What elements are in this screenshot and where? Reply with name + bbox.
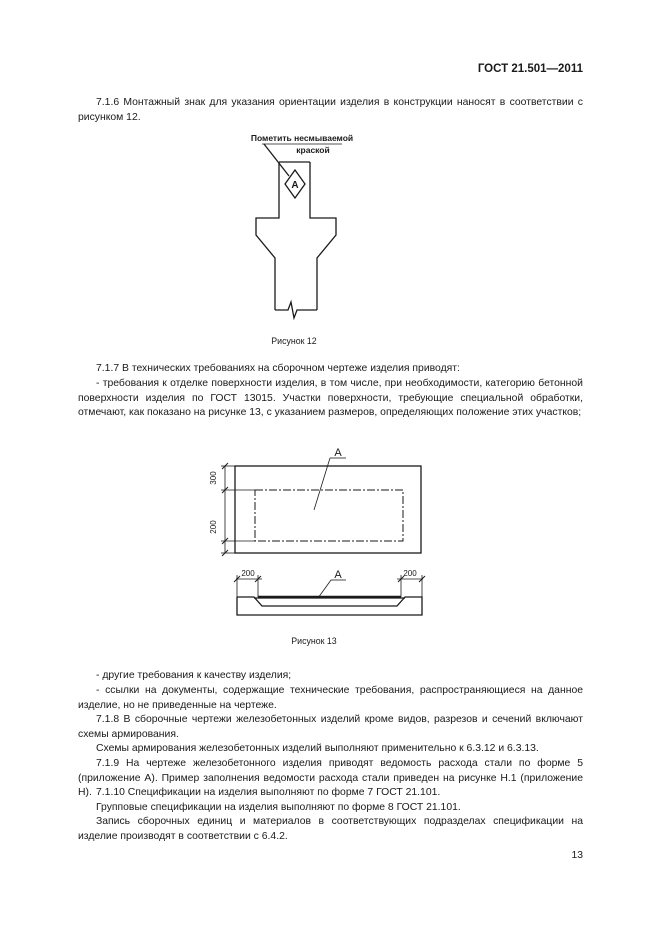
mounting-mark-letter: А <box>291 180 299 191</box>
paragraph-7-1-8: 7.1.8 В сборочные чертежи железобетонных изделий кроме видов, разрезов и сечений включают схемы армирования. <box>78 714 583 740</box>
plan-outline <box>235 466 421 553</box>
callout-text-line2: краской <box>296 145 330 155</box>
dim-label-top: 300 <box>209 471 218 485</box>
section-outline <box>237 597 422 615</box>
section-leader-line <box>318 580 331 598</box>
callout-text-line1: Пометить несмываемой <box>250 133 354 143</box>
special-area-outline <box>255 490 403 541</box>
section-mark-letter: А <box>334 569 342 581</box>
paragraph-7-1-8-reinforcement: Схемы армирования железобетонных изделий выполняют применительно к 6.3.12 и 6.3.13. <box>96 743 539 754</box>
paragraph-7-1-10: 7.1.10 Спецификации на изделия выполняют по форме 7 ГОСТ 21.101. <box>96 787 441 798</box>
section-dim-label-right: 200 <box>403 569 417 578</box>
figure-12-caption: Рисунок 12 <box>271 336 317 346</box>
page-number: 13 <box>571 850 583 861</box>
list-item-document-references: - ссылки на документы, содержащие технические требования, распространяющиеся на данное изделие, но не приведенные на чертеже. <box>78 685 583 711</box>
list-item-surface-requirements: - требования к отделке поверхности изделия, в том числе, при необходимости, категорию бетонной поверхности изделия по ГОСТ 13015. Участки поверхности, требующие специальной обработки, отмечают, как показано на рисунке 13, с указанием размеров, определяющих положение этих участков; <box>78 378 583 419</box>
dim-label-bottom: 200 <box>209 520 218 534</box>
document-code: ГОСТ 21.501—2011 <box>477 63 583 75</box>
paragraph-7-1-10-records: Запись сборочных единиц и материалов в соответствующих подразделах спецификации на изделие производят в соответствии с 6.4.2. <box>78 816 583 842</box>
plan-mark-letter: А <box>334 447 342 459</box>
paragraph-7-1-10-group: Групповые спецификации на изделия выполняют по форме 8 ГОСТ 21.101. <box>96 802 461 813</box>
figure-13-caption: Рисунок 13 <box>291 636 337 646</box>
paragraph-7-1-9: 7.1.9 На чертеже железобетонного изделия приводят ведомость расхода стали по форме 5 (приложение А). Пример заполнения ведомости расхода стали приведен на рисунке Н.1 (приложение Н). <box>78 758 583 799</box>
section-dim-label-left: 200 <box>241 569 255 578</box>
paragraph-7-1-7: 7.1.7 В технических требованиях на сборочном чертеже изделия приводят: <box>96 363 460 374</box>
list-item-quality-requirements: - другие требования к качеству изделия; <box>96 670 292 681</box>
paragraph-7-1-6: 7.1.6 Монтажный знак для указания ориентации изделия в конструкции наносят в соответствии с рисунком 12. <box>78 97 583 123</box>
